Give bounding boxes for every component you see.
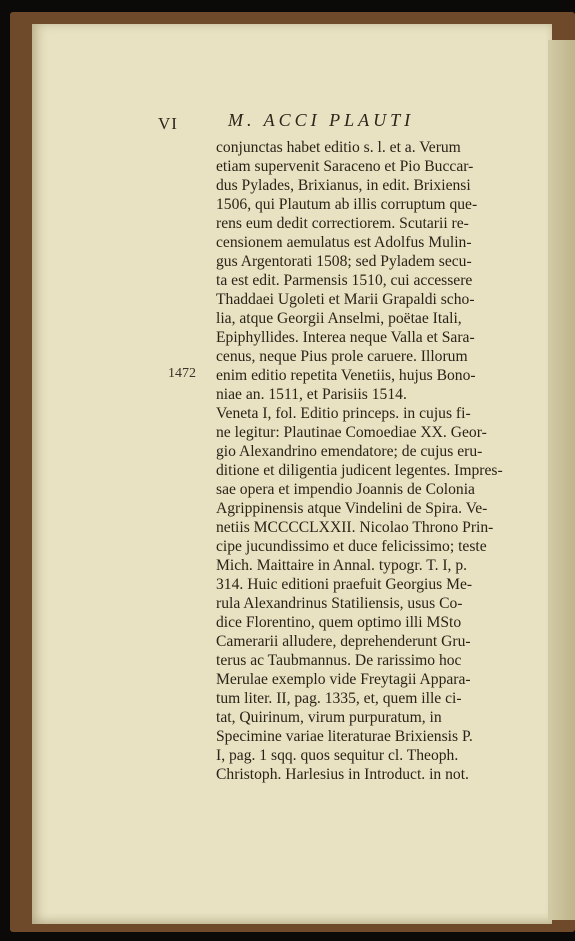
text-line: Veneta I, fol. Editio princeps. in cujus fi- [216,405,471,422]
margin-year-note: 1472 [168,366,196,381]
text-line: Epiphyllides. Interea neque Valla et Sara- [216,329,475,346]
text-line: Mich. Maittaire in Annal. typogr. T. I, p. [216,557,468,574]
text-line: Thaddaei Ugoleti et Marii Grapaldi scho- [216,291,475,308]
text-line: etiam supervenit Saraceno et Pio Buccar- [216,158,474,175]
text-line: Christoph. Harlesius in Introduct. in not. [216,766,469,783]
text-line: gus Argentorati 1508; sed Pyladem secu- [216,253,472,270]
text-line: Agrippinensis atque Vindelini de Spira. Ve- [216,500,488,517]
text-line: ditione et diligentia judicent legentes. Impres- [216,462,503,479]
text-line: ne legitur: Plautinae Comoediae XX. Geor- [216,424,487,441]
text-line: I, pag. 1 sqq. quos sequitur cl. Theoph. [216,747,459,764]
text-line: ta est edit. Parmensis 1510, cui accessere [216,272,473,289]
text-line: cenus, neque Pius prole caruere. Illorum [216,348,468,365]
text-line: rula Alexandrinus Statiliensis, usus Co- [216,595,463,612]
text-line: Merulae exemplo vide Freytagii Appara- [216,671,471,688]
page-number: VI [158,114,178,133]
text-line: enim editio repetita Venetiis, hujus Bono- [216,367,476,384]
text-line: niae an. 1511, et Parisiis 1514. [216,386,407,403]
text-line: tum liter. II, pag. 1335, et, quem ille ci- [216,690,462,707]
text-line: censionem aemulatus est Adolfus Mulin- [216,234,472,251]
text-line: conjunctas habet editio s. l. et a. Verum [216,139,461,156]
text-line: netiis MCCCCLXXII. Nicolao Throno Prin- [216,519,494,536]
text-line: terus ac Taubmannus. De rarissimo hoc [216,652,462,669]
text-line: dice Florentino, quem optimo illi MSto [216,614,462,631]
text-line: gio Alexandrino emendatore; de cujus eru- [216,443,483,460]
text-line: Camerarii alludere, deprehenderunt Gru- [216,633,471,650]
text-line: Specimine variae literaturae Brixiensis P. [216,728,473,745]
text-line: sae opera et impendio Joannis de Colonia [216,481,475,498]
text-line: lia, atque Georgii Anselmi, poëtae Itali, [216,310,462,327]
text-line: 314. Huic editioni praefuit Georgius Me- [216,576,473,593]
page-edge-strip [548,40,575,920]
text-line: tat, Quirinum, virum purpuratum, in [216,709,442,726]
text-line: dus Pylades, Brixianus, in edit. Brixiensi [216,177,471,194]
text-line: cipe jucundissimo et duce felicissimo; teste [216,538,487,555]
running-title: M. ACCI PLAUTI [228,110,415,130]
text-line: 1506, qui Plautum ab illis corruptum que- [216,196,478,213]
text-line: rens eum dedit correctiorem. Scutarii re- [216,215,469,232]
